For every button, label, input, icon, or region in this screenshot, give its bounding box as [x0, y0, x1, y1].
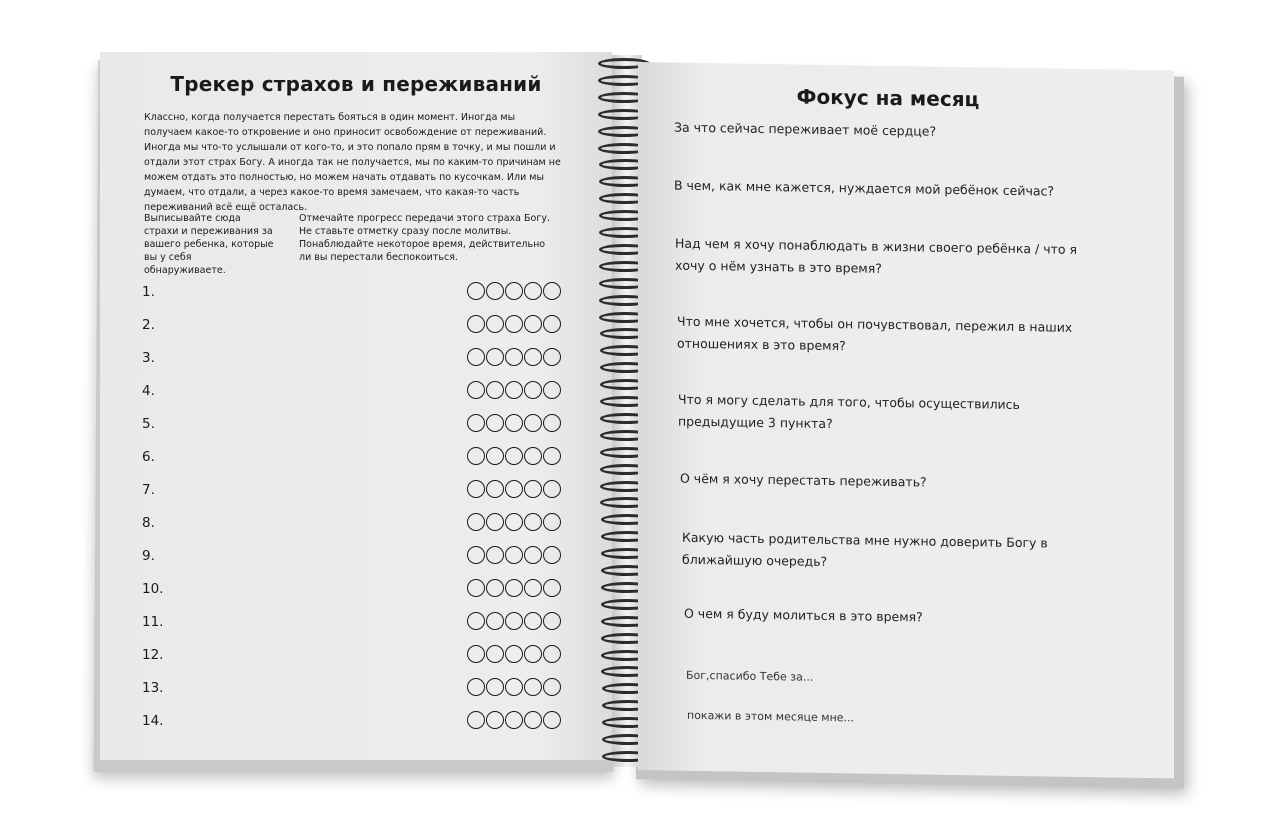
progress-circle[interactable] — [467, 315, 485, 333]
row-number: 7. — [142, 482, 155, 498]
progress-circle[interactable] — [524, 282, 542, 300]
progress-circles — [467, 678, 561, 698]
question-8: О чем я буду молиться в это время? — [684, 605, 923, 625]
progress-circle[interactable] — [486, 612, 504, 630]
progress-circle[interactable] — [467, 480, 485, 498]
progress-circles — [467, 711, 561, 731]
progress-circle[interactable] — [467, 282, 485, 300]
progress-circle[interactable] — [505, 414, 523, 432]
progress-circle[interactable] — [486, 513, 504, 531]
question-3: Над чем я хочу понаблюдать в жизни своего ребёнка / что я хочу о нём узнать в это время? — [675, 235, 1078, 276]
progress-circle[interactable] — [505, 579, 523, 597]
progress-circles — [467, 480, 561, 500]
tracker-row — [140, 709, 580, 742]
tracker-row — [140, 346, 580, 379]
progress-circle[interactable] — [543, 645, 561, 663]
row-number: 10. — [142, 581, 164, 597]
progress-circle[interactable] — [505, 381, 523, 399]
row-number: 11. — [142, 614, 164, 630]
question-7: Какую часть родительства мне нужно доверить Богу в ближайшую очередь? — [682, 529, 1048, 569]
tracker-row — [140, 511, 580, 544]
row-number: 2. — [142, 317, 155, 333]
progress-circle[interactable] — [524, 414, 542, 432]
progress-circle[interactable] — [524, 678, 542, 696]
prompt-thanks: Бог,спасибо Тебе за... — [686, 668, 814, 684]
progress-circle[interactable] — [543, 348, 561, 366]
progress-circle[interactable] — [543, 480, 561, 498]
progress-circle[interactable] — [505, 480, 523, 498]
page-title-tracker: Трекер страхов и переживаний — [170, 72, 542, 96]
progress-circle[interactable] — [505, 513, 523, 531]
progress-circles — [467, 315, 561, 335]
page-title-focus: Фокус на месяц — [796, 84, 980, 112]
progress-circle[interactable] — [505, 678, 523, 696]
row-number: 1. — [142, 284, 155, 300]
progress-circle[interactable] — [467, 348, 485, 366]
progress-circle[interactable] — [524, 381, 542, 399]
tracker-row — [140, 445, 580, 478]
tracker-row — [140, 379, 580, 412]
tracker-row — [140, 544, 580, 577]
progress-circle[interactable] — [524, 546, 542, 564]
progress-circle[interactable] — [524, 480, 542, 498]
row-number: 13. — [142, 680, 164, 696]
tracker-row — [140, 280, 580, 313]
row-number: 9. — [142, 548, 155, 564]
progress-circle[interactable] — [543, 282, 561, 300]
progress-circle[interactable] — [524, 711, 542, 729]
question-1: За что сейчас переживает моё сердце? — [674, 119, 937, 139]
progress-circle[interactable] — [486, 480, 504, 498]
progress-circle[interactable] — [543, 579, 561, 597]
progress-circle[interactable] — [467, 546, 485, 564]
left-page — [100, 52, 612, 760]
progress-circle[interactable] — [467, 381, 485, 399]
question-2: В чем, как мне кажется, нуждается мой ребёнок сейчас? — [674, 177, 1055, 199]
progress-circle[interactable] — [467, 513, 485, 531]
progress-circle[interactable] — [543, 546, 561, 564]
tracker-row — [140, 412, 580, 445]
prompt-show: покажи в этом месяце мне... — [687, 708, 855, 725]
row-number: 5. — [142, 416, 155, 432]
tracker-row — [140, 676, 580, 709]
progress-circle[interactable] — [543, 315, 561, 333]
progress-circle[interactable] — [467, 645, 485, 663]
row-number: 12. — [142, 647, 164, 663]
progress-circle[interactable] — [524, 447, 542, 465]
progress-circle[interactable] — [486, 711, 504, 729]
progress-circles — [467, 546, 561, 566]
progress-circle[interactable] — [543, 381, 561, 399]
question-4: Что мне хочется, чтобы он почувствовал, пережил в наших отношениях в это время? — [677, 313, 1073, 354]
progress-circle[interactable] — [505, 612, 523, 630]
right-page — [638, 62, 1174, 778]
progress-circle[interactable] — [467, 414, 485, 432]
question-6: О чём я хочу перестать переживать? — [680, 470, 927, 490]
progress-circle[interactable] — [543, 678, 561, 696]
tracker-list — [140, 280, 580, 742]
progress-circle[interactable] — [486, 546, 504, 564]
progress-circle[interactable] — [486, 447, 504, 465]
progress-circle[interactable] — [524, 315, 542, 333]
tracker-row — [140, 478, 580, 511]
progress-circles — [467, 414, 561, 434]
progress-circles — [467, 579, 561, 599]
progress-circle[interactable] — [505, 348, 523, 366]
progress-circles — [467, 645, 561, 665]
progress-circle[interactable] — [467, 447, 485, 465]
row-number: 3. — [142, 350, 155, 366]
progress-circle[interactable] — [543, 612, 561, 630]
progress-circles — [467, 513, 561, 533]
note-write-fears: Выписывайте сюда страхи и переживания за вашего ребенка, которые вы у себя обнаруживаете. — [144, 213, 274, 276]
progress-circle[interactable] — [543, 447, 561, 465]
progress-circles — [467, 447, 561, 467]
progress-circle[interactable] — [486, 678, 504, 696]
progress-circle[interactable] — [543, 513, 561, 531]
progress-circles — [467, 612, 561, 632]
row-number: 8. — [142, 515, 155, 531]
tracker-row — [140, 577, 580, 610]
row-number: 6. — [142, 449, 155, 465]
progress-circle[interactable] — [505, 645, 523, 663]
progress-circle[interactable] — [505, 447, 523, 465]
row-number: 14. — [142, 713, 164, 729]
progress-circle[interactable] — [486, 282, 504, 300]
progress-circle[interactable] — [524, 348, 542, 366]
tracker-row — [140, 643, 580, 676]
progress-circle[interactable] — [486, 645, 504, 663]
progress-circle[interactable] — [486, 381, 504, 399]
progress-circle[interactable] — [524, 579, 542, 597]
row-number: 4. — [142, 383, 155, 399]
progress-circles — [467, 282, 561, 302]
progress-circle[interactable] — [486, 315, 504, 333]
progress-circle[interactable] — [486, 579, 504, 597]
progress-circle[interactable] — [505, 711, 523, 729]
question-5: Что я могу сделать для того, чтобы осуществились предыдущие 3 пункта? — [678, 391, 1020, 432]
progress-circle[interactable] — [486, 348, 504, 366]
progress-circle[interactable] — [505, 315, 523, 333]
note-mark-progress: Отмечайте прогресс передачи этого страха Богу. Не ставьте отметку сразу после молитвы. Понаблюдайте некоторое время, действительно ли вы перестали беспокоиться. — [299, 213, 550, 263]
progress-circle[interactable] — [467, 579, 485, 597]
intro-paragraph: Классно, когда получается перестать бояться в один момент. Иногда мы получаем какое-то откровение и оно приносит освобождение от переживаний. Иногда мы что-то услышали от кого-то, и это попало прям в точку, и мы пошли и отдали этот страх Богу. А иногда так не получается, мы по каким-то причинам не можем отдать это полностью, но можем начать отдавать по кусочкам. Или мы думаем, что отдали, а через какое-то время замечаем, что какая-то часть переживаний всё ещё осталась. — [144, 112, 561, 213]
progress-circle[interactable] — [543, 414, 561, 432]
progress-circle[interactable] — [524, 612, 542, 630]
tracker-row — [140, 610, 580, 643]
progress-circle[interactable] — [486, 414, 504, 432]
progress-circle[interactable] — [467, 711, 485, 729]
progress-circle[interactable] — [505, 546, 523, 564]
progress-circle[interactable] — [543, 711, 561, 729]
progress-circle[interactable] — [524, 513, 542, 531]
progress-circle[interactable] — [524, 645, 542, 663]
progress-circles — [467, 381, 561, 401]
progress-circle[interactable] — [467, 678, 485, 696]
progress-circles — [467, 348, 561, 368]
tracker-row — [140, 313, 580, 346]
progress-circle[interactable] — [467, 612, 485, 630]
progress-circle[interactable] — [505, 282, 523, 300]
